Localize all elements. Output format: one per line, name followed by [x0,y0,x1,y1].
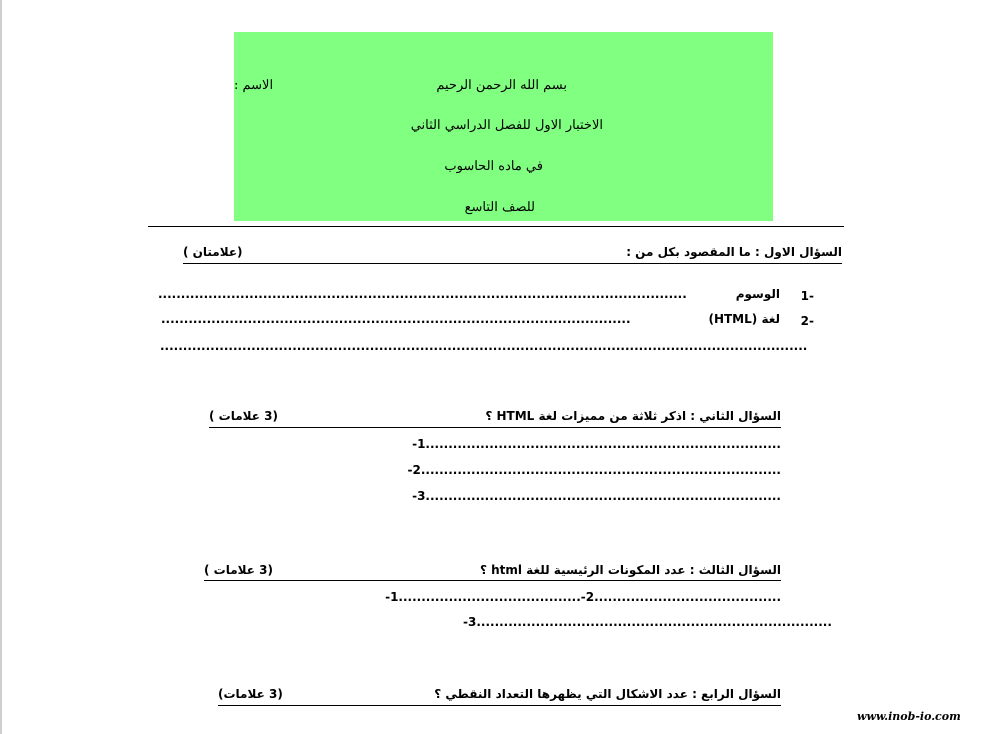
basmala: بسم الله الرحمن الرحيم [436,78,567,93]
q2-title: السؤال الثاني : اذكر ثلاثة من مميزات لغة HTML ؟ [485,409,781,423]
q2-answer-line-2: -2............................................................................... [407,463,781,477]
q1-item-1-term: الوسوم [735,287,780,301]
exam-grade: للصف التاسع [464,200,535,215]
q1-item-2-num: -2 [800,314,814,328]
q2-underline [209,427,781,428]
q1-item-1-num: -1 [800,289,814,303]
q1-item-2-term: لغة (HTML) [708,312,780,326]
site-watermark: www.inob-io.com [857,710,961,723]
q3-underline [204,580,781,581]
q3-title: السؤال الثالث : عدد المكونات الرئيسية للغة html ؟ [479,563,781,577]
q1-extra-answer-line: .............................................................................................................................................. [160,339,808,353]
q2-answer-line-1: -1.............................................................................. [412,437,781,451]
page-edge [0,0,2,734]
q3-answer-line-2: -3.............................................................................. [463,615,832,629]
q1-item-1-answer-line: .................................................................................................................... [158,287,687,301]
q2-answer-line-3: -3.............................................................................. [412,489,781,503]
exam-title: الاختبار الاول للفصل الدراسي الثاني [410,118,603,133]
q1-item-2-answer-line: ....................................................................................................... [161,312,631,326]
name-label: الاسم : [234,78,274,93]
q4-title: السؤال الرابع : عدد الاشكال التي يظهرها التعداد النقطي ؟ [434,687,781,701]
q2-marks: (3 علامات ) [209,409,278,423]
header-divider [148,226,844,227]
q1-underline [183,263,842,264]
q4-marks: (3 علامات) [218,687,283,701]
exam-subject: في ماده الحاسوب [444,159,543,174]
q1-marks: (علامتان ) [183,245,243,259]
q3-answer-line-1: -1........................................-2......................................... [385,590,781,604]
q4-underline [218,705,781,706]
q1-title: السؤال الاول : ما المقصود بكل من : [626,245,842,259]
q3-marks: (3 علامات ) [204,563,273,577]
